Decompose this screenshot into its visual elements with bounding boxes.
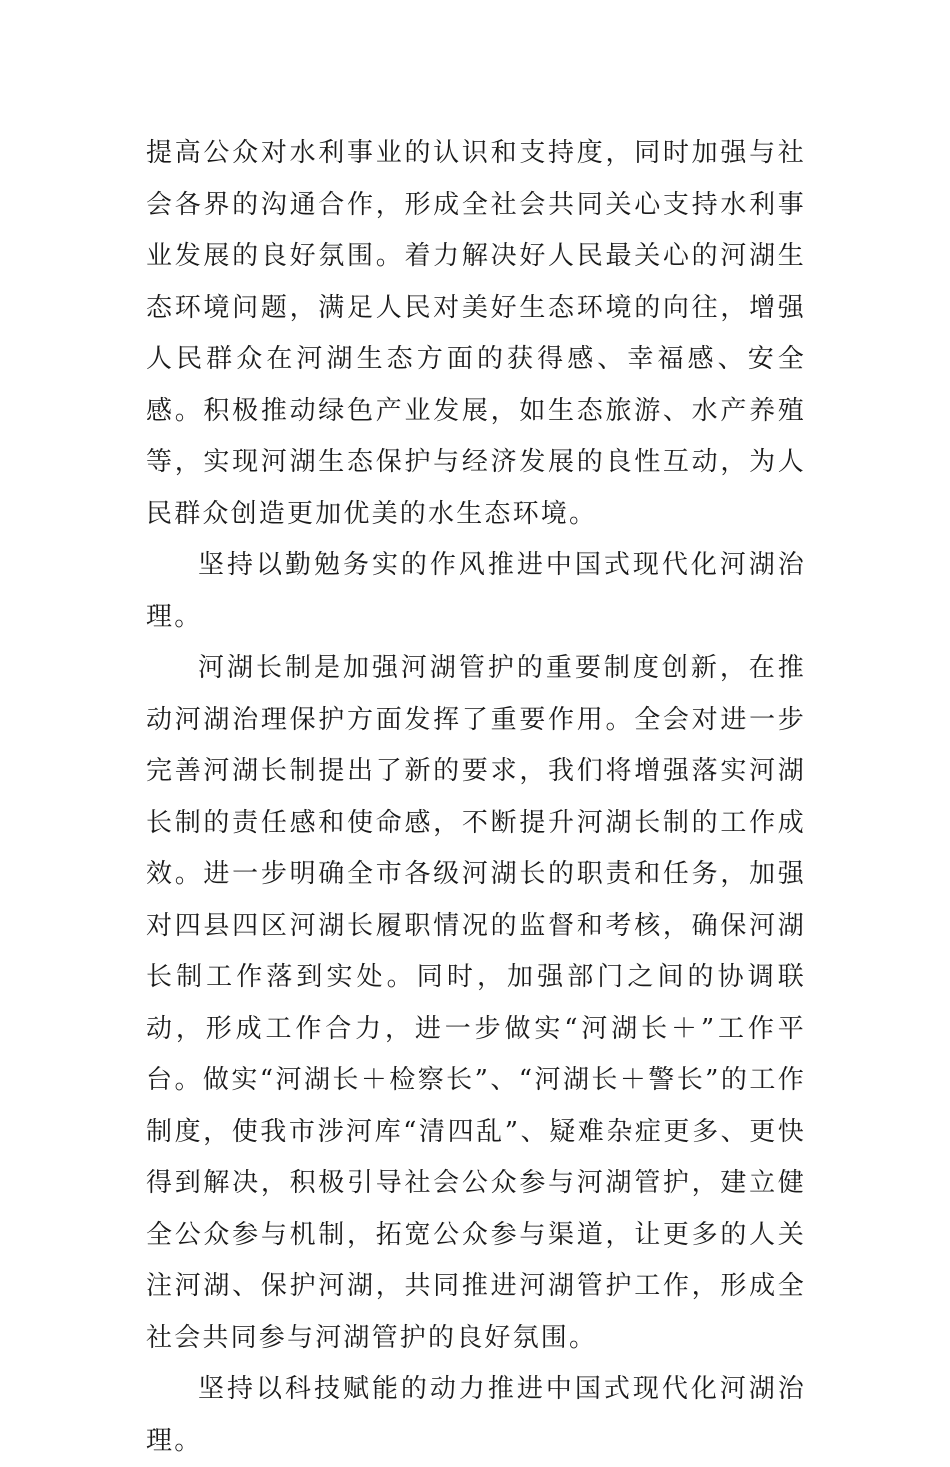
section-heading: 坚持以勤勉务实的作风推进中国式现代化河湖治理。 — [146, 550, 806, 632]
paragraph-continuation: 提高公众对水利事业的认识和支持度，同时加强与社会各界的沟通合作，形成全社会共同关心支持水利事业发展的良好氛围。着力解决好人民最关心的河湖生态环境问题，满足人民对美好生态环境的向往，增强人民群众在河湖生态方面的获得感、幸福感、安全感。积极推动绿色产业发展，如生态旅游、水产养殖等，实现河湖生态保护与经济发展的良性互动，为人民群众创造更加优美的水生态环境。 — [146, 138, 806, 529]
document-body — [146, 128, 806, 1467]
section-heading: 坚持以科技赋能的动力推进中国式现代化河湖治理。 — [146, 1374, 806, 1456]
paragraph-body: 河湖长制是加强河湖管护的重要制度创新，在推动河湖治理保护方面发挥了重要作用。全会对进一步完善河湖长制提出了新的要求，我们将增强落实河湖长制的责任感和使命感，不断提升河湖长制的工作成效。进一步明确全市各级河湖长的职责和任务，加强对四县四区河湖长履职情况的监督和考核，确保河湖长制工作落到实处。同时，加强部门之间的协调联动，形成工作合力，进一步做实“河湖长＋”工作平台。做实“河湖长＋检察长”、“河湖长＋警长”的工作制度，使我市涉河库“清四乱”、疑难杂症更多、更快得到解决，积极引导社会公众参与河湖管护，建立健全公众参与机制，拓宽公众参与渠道，让更多的人关注河湖、保护河湖，共同推进河湖管护工作，形成全社会共同参与河湖管护的良好氛围。 — [146, 653, 806, 1353]
